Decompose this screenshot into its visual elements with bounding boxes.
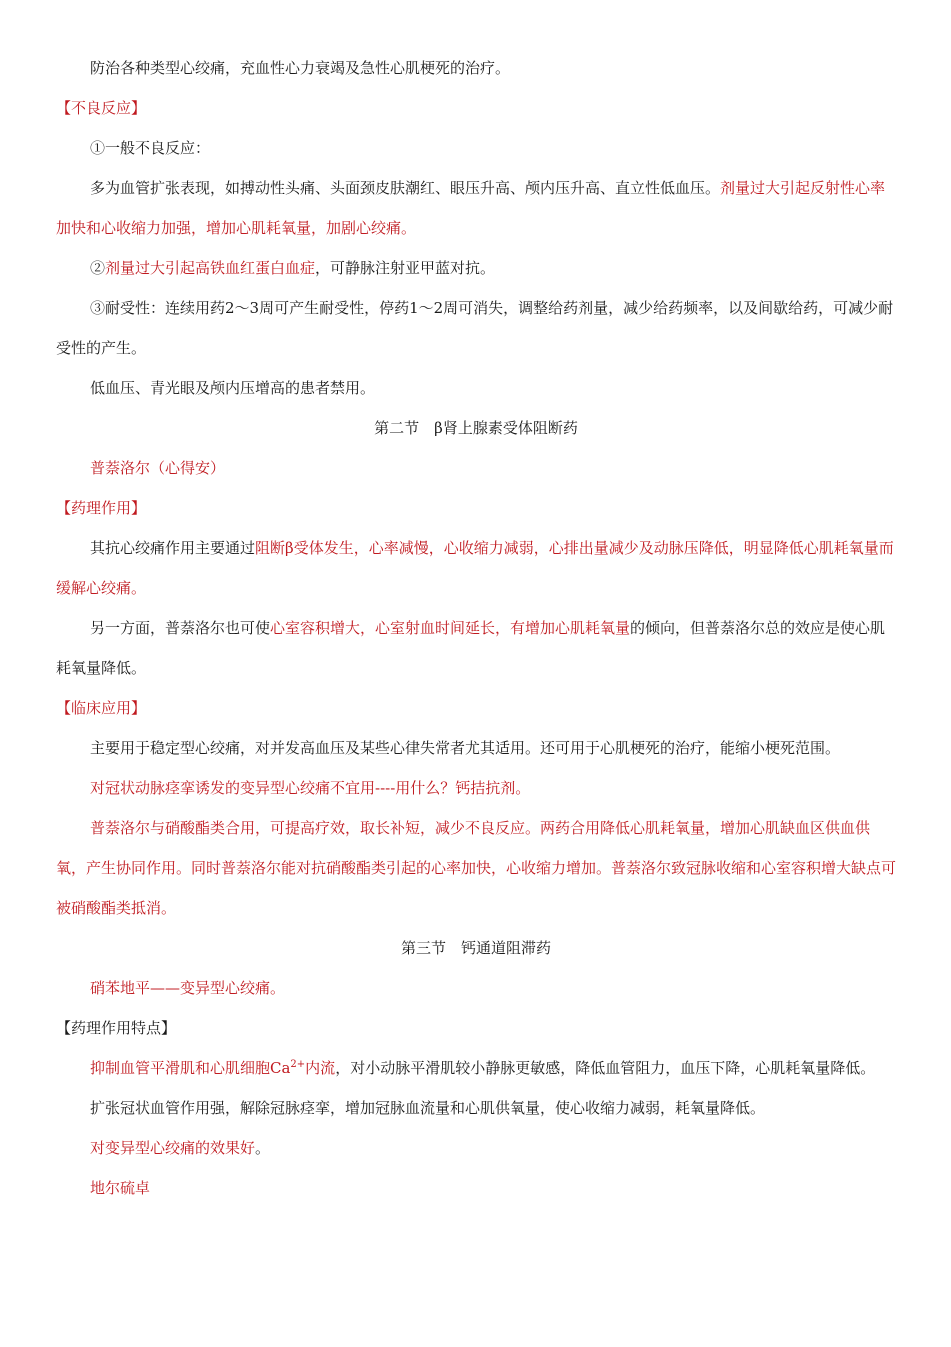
text-run: 【临床应用】 xyxy=(56,699,147,717)
text-run: 地尔硫卓 xyxy=(90,1179,151,1197)
text-run: 对冠状动脉痉挛诱发的变异型心绞痛不宜用----用什么？钙拮抗剂。 xyxy=(90,779,531,797)
paragraph-sec3 xyxy=(56,928,896,968)
text-run: 【不良反应】 xyxy=(56,99,147,117)
paragraph-p15 xyxy=(56,1088,896,1128)
paragraph-p8 xyxy=(56,528,896,608)
text-run: 抑制血管平滑肌和心肌细胞Ca xyxy=(90,1059,291,1077)
text-run: 低血压、青光眼及颅内压增高的患者禁用。 xyxy=(90,379,376,397)
text-run: 硝苯地平——变异型心绞痛。 xyxy=(90,979,286,997)
paragraph-p13 xyxy=(56,968,896,1008)
text-run: 另一方面，普萘洛尔也可使 xyxy=(90,619,271,637)
text-run: 心室容积增大，心室射血时间延长，有增加心肌耗氧量 xyxy=(270,619,631,637)
paragraph-p16 xyxy=(56,1128,896,1168)
text-run: 扩张冠状血管作用强，解除冠脉痉挛，增加冠脉血流量和心肌供氧量，使心收缩力减弱，耗氧量降低。 xyxy=(90,1099,766,1117)
text-run: ，对小动脉平滑肌较小静脉更敏感，降低血管阻力，血压下降，心肌耗氧量降低。 xyxy=(335,1059,876,1077)
text-run: 的倾向，但普萘洛尔总的效应是使心肌耗氧量降低。 xyxy=(56,619,886,677)
text-run: 内流 xyxy=(305,1059,336,1077)
paragraph-p7 xyxy=(56,448,896,488)
text-run: 阻断β受体发生，心率减慢，心收缩力减弱，心排出量减少及动脉压降低，明显降低心肌耗氧量而缓解心绞痛。 xyxy=(56,539,894,597)
text-run: 其抗心绞痛作用主要通过 xyxy=(90,539,256,557)
text-run: 防治各种类型心绞痛，充血性心力衰竭及急性心肌梗死的治疗。 xyxy=(90,59,511,77)
document-page xyxy=(56,48,896,1208)
text-run: 普萘洛尔（心得安） xyxy=(90,459,226,477)
paragraph-h-clinical xyxy=(56,688,896,728)
text-run: 。 xyxy=(255,1139,271,1157)
text-run: 剂量过大引起高铁血红蛋白血症 xyxy=(105,259,316,277)
text-run: 2+ xyxy=(290,1059,306,1070)
text-run: ，可静脉注射亚甲蓝对抗。 xyxy=(315,259,496,277)
text-run: 对变异型心绞痛的效果好 xyxy=(90,1139,256,1157)
text-run: ③耐受性：连续用药2～3周可产生耐受性，停药1～2周可消失，调整给药剂量，减少给药频率，以及间歇给药，可减少耐受性的产生。 xyxy=(56,299,894,357)
text-run: 第三节 钙通道阻滞药 xyxy=(400,939,551,957)
paragraph-p10 xyxy=(56,728,896,768)
text-run: 【药理作用】 xyxy=(56,499,147,517)
paragraph-h-pharm2 xyxy=(56,1008,896,1048)
paragraph-p17 xyxy=(56,1168,896,1208)
paragraph-sec2 xyxy=(56,408,896,448)
paragraph-p3 xyxy=(56,168,896,248)
text-run: 【药理作用特点】 xyxy=(56,1019,177,1037)
paragraph-h-pharm xyxy=(56,488,896,528)
text-run: 普萘洛尔与硝酸酯类合用，可提高疗效，取长补短，减少不良反应。两药合用降低心肌耗氧量，增加心肌缺血区供血供氧，产生协同作用。同时普萘洛尔能对抗硝酸酯类引起的心率加快，心收缩力增加。普萘洛尔致冠脉收缩和心室容积增大缺点可被硝酸酯类抵消。 xyxy=(56,819,897,917)
text-run: ①一般不良反应： xyxy=(90,139,211,157)
paragraph-p6 xyxy=(56,368,896,408)
paragraph-p11 xyxy=(56,768,896,808)
text-run: 主要用于稳定型心绞痛，对并发高血压及某些心律失常者尤其适用。还可用于心肌梗死的治疗，能缩小梗死范围。 xyxy=(90,739,841,757)
text-run: 第二节 β肾上腺素受体阻断药 xyxy=(374,419,578,437)
paragraph-p1 xyxy=(56,48,896,88)
paragraph-p9 xyxy=(56,608,896,688)
paragraph-p2 xyxy=(56,128,896,168)
text-run: 多为血管扩张表现，如搏动性头痛、头面颈皮肤潮红、眼压升高、颅内压升高、直立性低血压。 xyxy=(90,179,721,197)
text-run: ② xyxy=(90,259,106,277)
paragraph-p14 xyxy=(56,1048,896,1088)
paragraph-h-adverse xyxy=(56,88,896,128)
paragraph-p12 xyxy=(56,808,896,928)
text-run: 剂量过大引起反射性心率加快和心收缩力加强，增加心肌耗氧量，加剧心绞痛。 xyxy=(56,179,886,237)
paragraph-p4 xyxy=(56,248,896,288)
paragraph-p5 xyxy=(56,288,896,368)
